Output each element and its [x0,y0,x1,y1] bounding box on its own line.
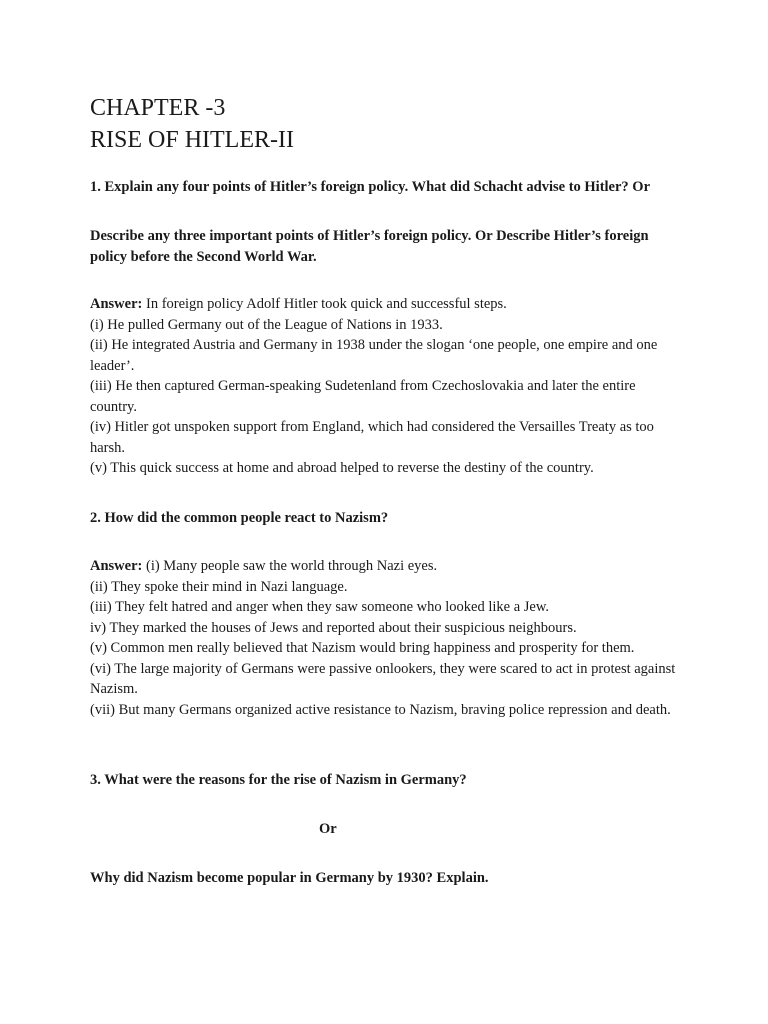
answer-2-intro-text: (i) Many people saw the world through Nazi eyes. [142,558,438,574]
answer-2-point: iv) They marked the houses of Jews and reported about their suspicious neighbours. [90,619,577,636]
answer-2-point: (ii) They spoke their mind in Nazi language. [90,578,348,595]
answer-1-point: (i) He pulled Germany out of the League of Nations in 1933. [90,316,443,333]
question-1: 1. Explain any four points of Hitler’s foreign policy. What did Schacht advise to Hitler? Or [90,179,651,195]
answer-2-point: (vi) The large majority of Germans were passive onlookers, they were scared to act in protest against Nazism. [90,660,676,697]
question-3: 3. What were the reasons for the rise of Nazism in Germany? [90,772,467,788]
answer-2-point: (vii) But many Germans organized active resistance to Nazism, braving police repression and death. [90,701,671,718]
or-separator: Or [319,821,337,837]
answer-1-intro [90,294,680,315]
question-2: 2. How did the common people react to Nazism? [90,510,389,526]
answer-1-label: Answer: [90,296,143,312]
answer-2-label: Answer: [90,558,143,574]
answer-1 [90,294,680,479]
answer-1-point: (ii) He integrated Austria and Germany in 1938 under the slogan ‘one people, one empire and one leader’. [90,337,658,374]
answer-1-point: (v) This quick success at home and abroad helped to reverse the destiny of the country. [90,460,594,476]
answer-2 [90,556,680,720]
chapter-heading [90,92,294,156]
chapter-number: CHAPTER -3 [90,95,226,121]
question-1-alternative: Describe any three important points of Hitler’s foreign policy. Or Describe Hitler’s foreign policy before the Second World War. [90,228,649,265]
answer-1-point: (iv) Hitler got unspoken support from England, which had considered the Versailles Treaty as too harsh. [90,419,654,456]
answer-1-point: (iii) He then captured German-speaking Sudetenland from Czechoslovakia and later the entire country. [90,378,636,415]
answer-2-intro [90,556,680,577]
question-3-alternative: Why did Nazism become popular in Germany by 1930? Explain. [90,870,489,886]
answer-2-point: (v) Common men really believed that Nazism would bring happiness and prosperity for them. [90,640,635,656]
answer-2-point: (iii) They felt hatred and anger when they saw someone who looked like a Jew. [90,599,550,615]
answer-1-intro-text: In foreign policy Adolf Hitler took quick and successful steps. [142,296,507,312]
chapter-title: RISE OF HITLER-II [90,127,294,153]
